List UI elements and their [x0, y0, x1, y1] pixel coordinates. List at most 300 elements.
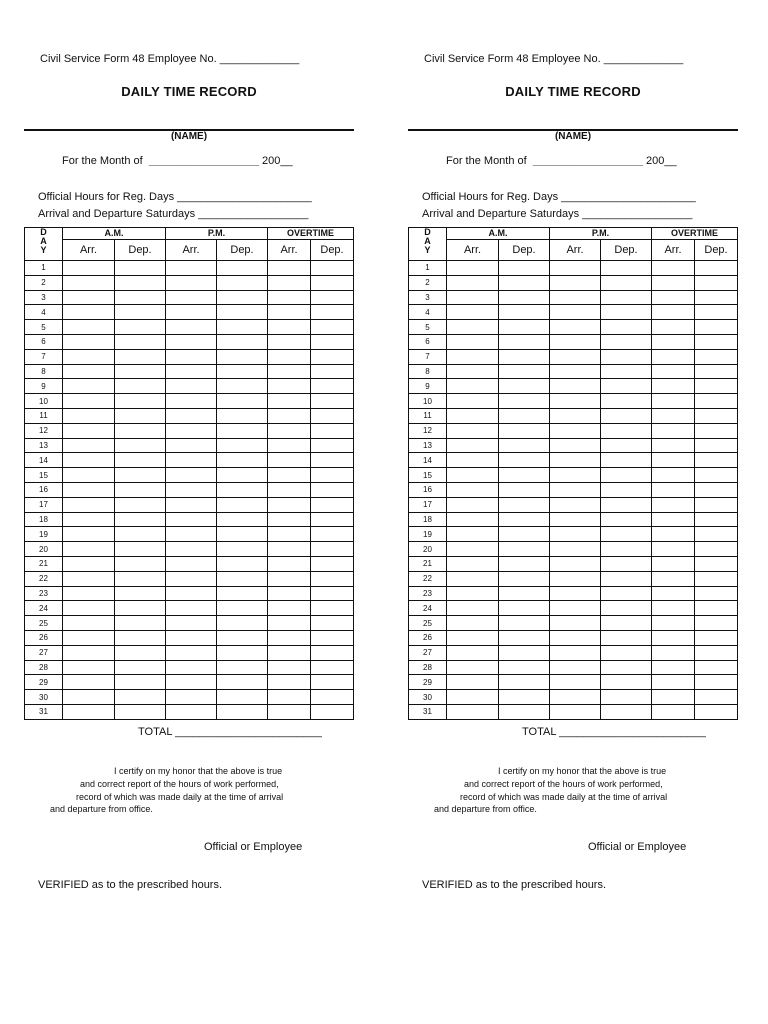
time-cell[interactable]: [311, 704, 354, 719]
time-cell[interactable]: [217, 349, 268, 364]
time-cell[interactable]: [311, 320, 354, 335]
time-cell[interactable]: [447, 468, 499, 483]
time-cell[interactable]: [499, 616, 550, 631]
time-cell[interactable]: [499, 438, 550, 453]
time-cell[interactable]: [695, 320, 738, 335]
time-cell[interactable]: [601, 275, 652, 290]
time-cell[interactable]: [63, 556, 115, 571]
time-cell[interactable]: [268, 690, 311, 705]
time-cell[interactable]: [268, 468, 311, 483]
time-cell[interactable]: [217, 645, 268, 660]
time-cell[interactable]: [447, 320, 499, 335]
time-cell[interactable]: [63, 364, 115, 379]
time-cell[interactable]: [550, 394, 601, 409]
time-cell[interactable]: [217, 379, 268, 394]
time-cell[interactable]: [499, 556, 550, 571]
time-cell[interactable]: [695, 527, 738, 542]
time-cell[interactable]: [652, 349, 695, 364]
time-cell[interactable]: [447, 512, 499, 527]
time-cell[interactable]: [63, 349, 115, 364]
time-cell[interactable]: [695, 497, 738, 512]
time-cell[interactable]: [601, 320, 652, 335]
time-cell[interactable]: [499, 586, 550, 601]
time-cell[interactable]: [447, 675, 499, 690]
time-cell[interactable]: [652, 616, 695, 631]
time-cell[interactable]: [268, 334, 311, 349]
time-cell[interactable]: [268, 542, 311, 557]
time-cell[interactable]: [447, 334, 499, 349]
time-cell[interactable]: [311, 601, 354, 616]
time-cell[interactable]: [499, 630, 550, 645]
time-cell[interactable]: [499, 408, 550, 423]
time-cell[interactable]: [499, 660, 550, 675]
time-cell[interactable]: [166, 305, 217, 320]
time-cell[interactable]: [268, 512, 311, 527]
time-cell[interactable]: [217, 704, 268, 719]
time-cell[interactable]: [166, 512, 217, 527]
time-cell[interactable]: [217, 616, 268, 631]
time-cell[interactable]: [63, 601, 115, 616]
time-cell[interactable]: [115, 320, 166, 335]
time-cell[interactable]: [166, 645, 217, 660]
time-cell[interactable]: [499, 334, 550, 349]
time-cell[interactable]: [499, 261, 550, 276]
time-cell[interactable]: [499, 601, 550, 616]
time-cell[interactable]: [311, 305, 354, 320]
time-cell[interactable]: [447, 586, 499, 601]
time-cell[interactable]: [601, 334, 652, 349]
time-cell[interactable]: [115, 542, 166, 557]
time-cell[interactable]: [115, 527, 166, 542]
time-cell[interactable]: [447, 571, 499, 586]
time-cell[interactable]: [601, 556, 652, 571]
time-cell[interactable]: [166, 542, 217, 557]
time-cell[interactable]: [115, 453, 166, 468]
time-cell[interactable]: [115, 275, 166, 290]
time-cell[interactable]: [63, 305, 115, 320]
time-cell[interactable]: [499, 675, 550, 690]
time-cell[interactable]: [311, 453, 354, 468]
time-cell[interactable]: [601, 379, 652, 394]
time-cell[interactable]: [166, 704, 217, 719]
time-cell[interactable]: [447, 275, 499, 290]
time-cell[interactable]: [166, 601, 217, 616]
time-cell[interactable]: [601, 468, 652, 483]
time-cell[interactable]: [268, 364, 311, 379]
time-cell[interactable]: [268, 660, 311, 675]
time-cell[interactable]: [550, 512, 601, 527]
time-cell[interactable]: [217, 660, 268, 675]
time-cell[interactable]: [499, 320, 550, 335]
time-cell[interactable]: [115, 290, 166, 305]
time-cell[interactable]: [652, 630, 695, 645]
time-cell[interactable]: [652, 660, 695, 675]
time-cell[interactable]: [695, 423, 738, 438]
time-cell[interactable]: [63, 379, 115, 394]
time-cell[interactable]: [268, 275, 311, 290]
time-cell[interactable]: [166, 482, 217, 497]
time-cell[interactable]: [601, 527, 652, 542]
time-cell[interactable]: [115, 423, 166, 438]
time-cell[interactable]: [268, 675, 311, 690]
time-cell[interactable]: [601, 704, 652, 719]
time-cell[interactable]: [217, 586, 268, 601]
time-cell[interactable]: [695, 571, 738, 586]
time-cell[interactable]: [601, 261, 652, 276]
time-cell[interactable]: [311, 616, 354, 631]
time-cell[interactable]: [447, 497, 499, 512]
time-cell[interactable]: [550, 408, 601, 423]
time-cell[interactable]: [166, 571, 217, 586]
time-cell[interactable]: [311, 645, 354, 660]
time-cell[interactable]: [268, 453, 311, 468]
time-cell[interactable]: [550, 704, 601, 719]
time-cell[interactable]: [311, 261, 354, 276]
time-cell[interactable]: [115, 675, 166, 690]
time-cell[interactable]: [601, 482, 652, 497]
time-cell[interactable]: [601, 438, 652, 453]
time-cell[interactable]: [447, 394, 499, 409]
time-cell[interactable]: [695, 586, 738, 601]
time-cell[interactable]: [601, 542, 652, 557]
time-cell[interactable]: [447, 601, 499, 616]
time-cell[interactable]: [311, 527, 354, 542]
time-cell[interactable]: [217, 261, 268, 276]
time-cell[interactable]: [311, 675, 354, 690]
time-cell[interactable]: [499, 645, 550, 660]
time-cell[interactable]: [652, 379, 695, 394]
time-cell[interactable]: [550, 275, 601, 290]
time-cell[interactable]: [63, 527, 115, 542]
time-cell[interactable]: [268, 438, 311, 453]
time-cell[interactable]: [652, 364, 695, 379]
time-cell[interactable]: [652, 305, 695, 320]
time-cell[interactable]: [217, 453, 268, 468]
time-cell[interactable]: [115, 334, 166, 349]
time-cell[interactable]: [550, 305, 601, 320]
time-cell[interactable]: [601, 586, 652, 601]
time-cell[interactable]: [695, 660, 738, 675]
time-cell[interactable]: [63, 482, 115, 497]
time-cell[interactable]: [601, 497, 652, 512]
time-cell[interactable]: [550, 690, 601, 705]
time-cell[interactable]: [115, 512, 166, 527]
time-cell[interactable]: [601, 408, 652, 423]
time-cell[interactable]: [311, 364, 354, 379]
time-cell[interactable]: [311, 660, 354, 675]
time-cell[interactable]: [550, 334, 601, 349]
time-cell[interactable]: [268, 261, 311, 276]
time-cell[interactable]: [63, 438, 115, 453]
time-cell[interactable]: [311, 630, 354, 645]
time-cell[interactable]: [652, 334, 695, 349]
time-cell[interactable]: [311, 290, 354, 305]
time-cell[interactable]: [166, 675, 217, 690]
time-cell[interactable]: [63, 616, 115, 631]
time-cell[interactable]: [217, 394, 268, 409]
time-cell[interactable]: [217, 438, 268, 453]
time-cell[interactable]: [499, 379, 550, 394]
time-cell[interactable]: [63, 408, 115, 423]
time-cell[interactable]: [695, 275, 738, 290]
time-cell[interactable]: [166, 556, 217, 571]
time-cell[interactable]: [601, 305, 652, 320]
time-cell[interactable]: [499, 290, 550, 305]
time-cell[interactable]: [115, 394, 166, 409]
time-cell[interactable]: [499, 423, 550, 438]
time-cell[interactable]: [115, 630, 166, 645]
time-cell[interactable]: [550, 556, 601, 571]
time-cell[interactable]: [63, 675, 115, 690]
time-cell[interactable]: [550, 438, 601, 453]
time-cell[interactable]: [601, 290, 652, 305]
time-cell[interactable]: [550, 364, 601, 379]
time-cell[interactable]: [166, 423, 217, 438]
time-cell[interactable]: [217, 542, 268, 557]
time-cell[interactable]: [499, 453, 550, 468]
time-cell[interactable]: [166, 690, 217, 705]
time-cell[interactable]: [115, 349, 166, 364]
time-cell[interactable]: [115, 468, 166, 483]
time-cell[interactable]: [115, 660, 166, 675]
time-cell[interactable]: [499, 571, 550, 586]
time-cell[interactable]: [499, 394, 550, 409]
time-cell[interactable]: [166, 453, 217, 468]
time-cell[interactable]: [695, 675, 738, 690]
time-cell[interactable]: [550, 586, 601, 601]
time-cell[interactable]: [63, 261, 115, 276]
time-cell[interactable]: [166, 438, 217, 453]
time-cell[interactable]: [311, 482, 354, 497]
time-cell[interactable]: [217, 630, 268, 645]
time-cell[interactable]: [447, 556, 499, 571]
time-cell[interactable]: [601, 394, 652, 409]
time-cell[interactable]: [499, 275, 550, 290]
time-cell[interactable]: [311, 512, 354, 527]
time-cell[interactable]: [695, 305, 738, 320]
time-cell[interactable]: [63, 690, 115, 705]
time-cell[interactable]: [447, 630, 499, 645]
time-cell[interactable]: [447, 645, 499, 660]
time-cell[interactable]: [217, 468, 268, 483]
time-cell[interactable]: [311, 497, 354, 512]
time-cell[interactable]: [447, 349, 499, 364]
time-cell[interactable]: [268, 586, 311, 601]
time-cell[interactable]: [499, 512, 550, 527]
time-cell[interactable]: [115, 497, 166, 512]
time-cell[interactable]: [652, 394, 695, 409]
time-cell[interactable]: [166, 468, 217, 483]
time-cell[interactable]: [311, 690, 354, 705]
time-cell[interactable]: [268, 320, 311, 335]
time-cell[interactable]: [166, 349, 217, 364]
time-cell[interactable]: [217, 482, 268, 497]
time-cell[interactable]: [217, 690, 268, 705]
time-cell[interactable]: [447, 616, 499, 631]
time-cell[interactable]: [115, 601, 166, 616]
time-cell[interactable]: [652, 704, 695, 719]
time-cell[interactable]: [652, 512, 695, 527]
time-cell[interactable]: [447, 290, 499, 305]
time-cell[interactable]: [550, 542, 601, 557]
time-cell[interactable]: [166, 527, 217, 542]
time-cell[interactable]: [115, 438, 166, 453]
time-cell[interactable]: [447, 542, 499, 557]
time-cell[interactable]: [166, 364, 217, 379]
time-cell[interactable]: [115, 571, 166, 586]
time-cell[interactable]: [652, 586, 695, 601]
time-cell[interactable]: [499, 690, 550, 705]
time-cell[interactable]: [601, 364, 652, 379]
time-cell[interactable]: [550, 468, 601, 483]
time-cell[interactable]: [115, 408, 166, 423]
time-cell[interactable]: [695, 601, 738, 616]
time-cell[interactable]: [115, 645, 166, 660]
time-cell[interactable]: [447, 660, 499, 675]
time-cell[interactable]: [166, 334, 217, 349]
time-cell[interactable]: [652, 482, 695, 497]
time-cell[interactable]: [652, 453, 695, 468]
time-cell[interactable]: [652, 275, 695, 290]
time-cell[interactable]: [63, 645, 115, 660]
time-cell[interactable]: [217, 364, 268, 379]
time-cell[interactable]: [499, 349, 550, 364]
time-cell[interactable]: [550, 290, 601, 305]
time-cell[interactable]: [695, 261, 738, 276]
time-cell[interactable]: [115, 556, 166, 571]
time-cell[interactable]: [115, 586, 166, 601]
time-cell[interactable]: [311, 438, 354, 453]
time-cell[interactable]: [695, 379, 738, 394]
time-cell[interactable]: [268, 349, 311, 364]
time-cell[interactable]: [217, 601, 268, 616]
time-cell[interactable]: [550, 527, 601, 542]
time-cell[interactable]: [311, 379, 354, 394]
time-cell[interactable]: [63, 423, 115, 438]
time-cell[interactable]: [63, 453, 115, 468]
time-cell[interactable]: [217, 571, 268, 586]
time-cell[interactable]: [695, 394, 738, 409]
time-cell[interactable]: [63, 542, 115, 557]
time-cell[interactable]: [550, 349, 601, 364]
time-cell[interactable]: [63, 334, 115, 349]
time-cell[interactable]: [166, 660, 217, 675]
time-cell[interactable]: [447, 305, 499, 320]
time-cell[interactable]: [652, 571, 695, 586]
time-cell[interactable]: [268, 394, 311, 409]
time-cell[interactable]: [447, 364, 499, 379]
time-cell[interactable]: [550, 497, 601, 512]
time-cell[interactable]: [166, 394, 217, 409]
time-cell[interactable]: [601, 645, 652, 660]
time-cell[interactable]: [550, 482, 601, 497]
time-cell[interactable]: [695, 542, 738, 557]
time-cell[interactable]: [63, 394, 115, 409]
time-cell[interactable]: [311, 556, 354, 571]
time-cell[interactable]: [217, 423, 268, 438]
time-cell[interactable]: [550, 660, 601, 675]
time-cell[interactable]: [63, 704, 115, 719]
time-cell[interactable]: [217, 305, 268, 320]
time-cell[interactable]: [695, 482, 738, 497]
time-cell[interactable]: [652, 408, 695, 423]
time-cell[interactable]: [268, 616, 311, 631]
time-cell[interactable]: [652, 423, 695, 438]
time-cell[interactable]: [166, 586, 217, 601]
time-cell[interactable]: [217, 408, 268, 423]
time-cell[interactable]: [652, 675, 695, 690]
time-cell[interactable]: [601, 616, 652, 631]
time-cell[interactable]: [499, 542, 550, 557]
time-cell[interactable]: [268, 408, 311, 423]
time-cell[interactable]: [63, 571, 115, 586]
time-cell[interactable]: [550, 379, 601, 394]
time-cell[interactable]: [652, 290, 695, 305]
time-cell[interactable]: [499, 527, 550, 542]
time-cell[interactable]: [311, 275, 354, 290]
time-cell[interactable]: [695, 290, 738, 305]
time-cell[interactable]: [652, 320, 695, 335]
time-cell[interactable]: [695, 556, 738, 571]
time-cell[interactable]: [550, 601, 601, 616]
time-cell[interactable]: [166, 616, 217, 631]
time-cell[interactable]: [268, 630, 311, 645]
time-cell[interactable]: [601, 660, 652, 675]
time-cell[interactable]: [63, 660, 115, 675]
time-cell[interactable]: [217, 527, 268, 542]
time-cell[interactable]: [447, 261, 499, 276]
time-cell[interactable]: [601, 690, 652, 705]
time-cell[interactable]: [652, 527, 695, 542]
time-cell[interactable]: [695, 468, 738, 483]
time-cell[interactable]: [652, 497, 695, 512]
time-cell[interactable]: [63, 497, 115, 512]
time-cell[interactable]: [268, 556, 311, 571]
time-cell[interactable]: [695, 616, 738, 631]
time-cell[interactable]: [601, 349, 652, 364]
time-cell[interactable]: [695, 408, 738, 423]
time-cell[interactable]: [268, 497, 311, 512]
time-cell[interactable]: [217, 675, 268, 690]
time-cell[interactable]: [550, 616, 601, 631]
time-cell[interactable]: [268, 305, 311, 320]
time-cell[interactable]: [550, 630, 601, 645]
time-cell[interactable]: [166, 275, 217, 290]
time-cell[interactable]: [268, 423, 311, 438]
time-cell[interactable]: [311, 334, 354, 349]
time-cell[interactable]: [166, 497, 217, 512]
time-cell[interactable]: [652, 556, 695, 571]
time-cell[interactable]: [268, 482, 311, 497]
time-cell[interactable]: [166, 320, 217, 335]
time-cell[interactable]: [63, 320, 115, 335]
time-cell[interactable]: [652, 645, 695, 660]
time-cell[interactable]: [115, 379, 166, 394]
time-cell[interactable]: [311, 542, 354, 557]
time-cell[interactable]: [447, 408, 499, 423]
time-cell[interactable]: [311, 571, 354, 586]
time-cell[interactable]: [268, 527, 311, 542]
time-cell[interactable]: [652, 690, 695, 705]
time-cell[interactable]: [268, 601, 311, 616]
time-cell[interactable]: [217, 290, 268, 305]
time-cell[interactable]: [311, 394, 354, 409]
time-cell[interactable]: [311, 349, 354, 364]
time-cell[interactable]: [695, 645, 738, 660]
time-cell[interactable]: [695, 364, 738, 379]
time-cell[interactable]: [217, 320, 268, 335]
time-cell[interactable]: [311, 408, 354, 423]
